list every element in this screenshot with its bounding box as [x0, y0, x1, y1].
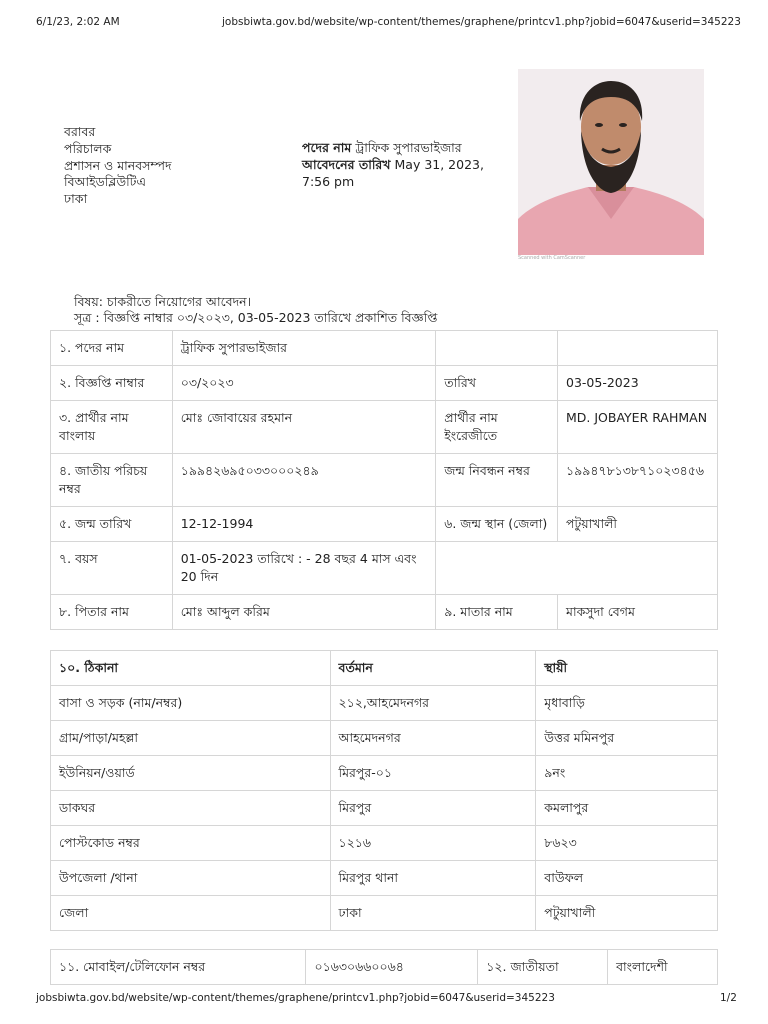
addressee-line: প্রশাসন ও মানবসম্পদ: [64, 157, 172, 173]
address-label: উপজেলা /থানা: [51, 861, 331, 896]
mother-name-label: ৯. মাতার নাম: [436, 595, 558, 630]
permanent-value: ৮৬২৩: [536, 826, 718, 861]
addressee-block: [64, 124, 172, 208]
post-value: ট্রাফিক সুপারভাইজার: [355, 140, 462, 155]
applicant-portrait: [518, 69, 704, 255]
present-value: ২১২,আহমেদনগর: [330, 686, 536, 721]
address-label: ইউনিয়ন/ওয়ার্ড: [51, 756, 331, 791]
subject-line: বিষয়: চাকরীতে নিয়োগের আবেদন।: [74, 294, 252, 309]
applicant-photo: [518, 69, 704, 255]
present-value: ১২১৬: [330, 826, 536, 861]
mobile-label: ১১. মোবাইল/টেলিফোন নম্বর: [51, 950, 306, 985]
table-row: [51, 896, 718, 931]
table-row: [51, 826, 718, 861]
present-value: ঢাকা: [330, 896, 536, 931]
present-header: বর্তমান: [330, 651, 536, 686]
table-row: [51, 686, 718, 721]
page-number: 1/2: [720, 992, 737, 1004]
father-name-label: ৮. পিতার নাম: [51, 595, 173, 630]
application-date-label: আবেদনের তারিখ: [302, 156, 391, 172]
address-label: পোস্টকোড নম্বর: [51, 826, 331, 861]
dob-value: 12-12-1994: [172, 507, 436, 542]
address-label: গ্রাম/পাড়া/মহল্লা: [51, 721, 331, 756]
nid-label: ৪. জাতীয় পরিচয় নম্বর: [51, 454, 173, 507]
notice-date-value: 03-05-2023: [558, 366, 718, 401]
post-name-value: ট্রাফিক সুপারভাইজার: [172, 331, 436, 366]
permanent-value: বাউফল: [536, 861, 718, 896]
age-value: 01-05-2023 তারিখে : - 28 বছর 4 মাস এবং 20 দিন: [172, 542, 436, 595]
nationality-value: বাংলাদেশী: [608, 950, 718, 985]
print-datetime: 6/1/23, 2:02 AM: [36, 16, 120, 28]
application-date-value: May 31, 2023, 7:56 pm: [302, 156, 484, 189]
address-label: বাসা ও সড়ক (নাম/নম্বর): [51, 686, 331, 721]
notice-number-label: ২. বিজ্ঞপ্তি নাম্বার: [51, 366, 173, 401]
table-row: [51, 401, 718, 454]
addressee-line: ঢাকা: [64, 191, 88, 207]
applicant-info-table: [50, 330, 718, 630]
permanent-value: উত্তর মমিনপুর: [536, 721, 718, 756]
name-english-value: MD. JOBAYER RAHMAN: [558, 401, 718, 454]
permanent-header: স্থায়ী: [536, 651, 718, 686]
table-row: [51, 756, 718, 791]
reference-line: সূত্র : বিজ্ঞপ্তি নাম্বার ০৩/২০২৩, 03-05-2023 তারিখে প্রকাশিত বিজ্ঞপ্তি: [74, 310, 438, 325]
post-name-label: ১. পদের নাম: [51, 331, 173, 366]
photo-caption: Scanned with CamScanner: [518, 255, 586, 261]
birthplace-value: পটুয়াখালী: [558, 507, 718, 542]
nationality-label: ১২. জাতীয়তা: [478, 950, 608, 985]
table-row: [51, 331, 718, 366]
birthplace-label: ৬. জন্ম স্থান (জেলা): [436, 507, 558, 542]
name-bangla-value: মোঃ জোবায়ের রহমান: [172, 401, 436, 454]
table-row: [51, 542, 718, 595]
address-label: জেলা: [51, 896, 331, 931]
post-info: [302, 140, 502, 190]
mother-name-value: মাকসুদা বেগম: [558, 595, 718, 630]
address-label: ডাকঘর: [51, 791, 331, 826]
addressee-line: বরাবর: [64, 124, 96, 139]
permanent-value: পটুয়াখালী: [536, 896, 718, 931]
table-row: [51, 507, 718, 542]
table-row: [51, 861, 718, 896]
dob-label: ৫. জন্ম তারিখ: [51, 507, 173, 542]
post-label: পদের নাম: [302, 140, 352, 155]
subject-block: [74, 294, 437, 326]
table-row: [51, 950, 718, 985]
table-row: [51, 454, 718, 507]
table-header-row: [51, 651, 718, 686]
table-row: [51, 791, 718, 826]
present-value: মিরপুর-০১: [330, 756, 536, 791]
address-header: ১০. ঠিকানা: [51, 651, 331, 686]
father-name-value: মোঃ আব্দুল করিম: [172, 595, 436, 630]
table-row: [51, 366, 718, 401]
permanent-value: ৯নং: [536, 756, 718, 791]
age-label: ৭. বয়স: [51, 542, 173, 595]
mobile-value: ০১৬৩০৬৬০০৬৪: [306, 950, 478, 985]
nid-value: ১৯৯৪২৬৯৫০৩৩০০০২৪৯: [172, 454, 436, 507]
notice-date-label: তারিখ: [436, 366, 558, 401]
addressee-line: পরিচালক: [64, 140, 112, 156]
present-value: আহমেদনগর: [330, 721, 536, 756]
permanent-value: মৃধাবাড়ি: [536, 686, 718, 721]
name-english-label: প্রার্থীর নাম ইংরেজীতে: [436, 401, 558, 454]
notice-number-value: ০৩/২০২৩: [172, 366, 436, 401]
table-row: [51, 721, 718, 756]
birth-registration-value: ১৯৯৪৭৮১৩৮৭১০২৩৪৫৬: [558, 454, 718, 507]
present-value: মিরপুর থানা: [330, 861, 536, 896]
print-url: jobsbiwta.gov.bd/website/wp-content/themes/graphene/printcv1.php?jobid=6047&userid=345223: [222, 16, 741, 28]
permanent-value: কমলাপুর: [536, 791, 718, 826]
present-value: মিরপুর: [330, 791, 536, 826]
contact-table: [50, 949, 718, 985]
name-bangla-label: ৩. প্রার্থীর নাম বাংলায়: [51, 401, 173, 454]
addressee-line: বিআইডব্লিউটিএ: [64, 174, 146, 190]
footer-url: jobsbiwta.gov.bd/website/wp-content/themes/graphene/printcv1.php?jobid=6047&userid=345223: [36, 992, 555, 1004]
address-table: [50, 650, 718, 931]
birth-registration-label: জন্ম নিবন্ধন নম্বর: [436, 454, 558, 507]
table-row: [51, 595, 718, 630]
